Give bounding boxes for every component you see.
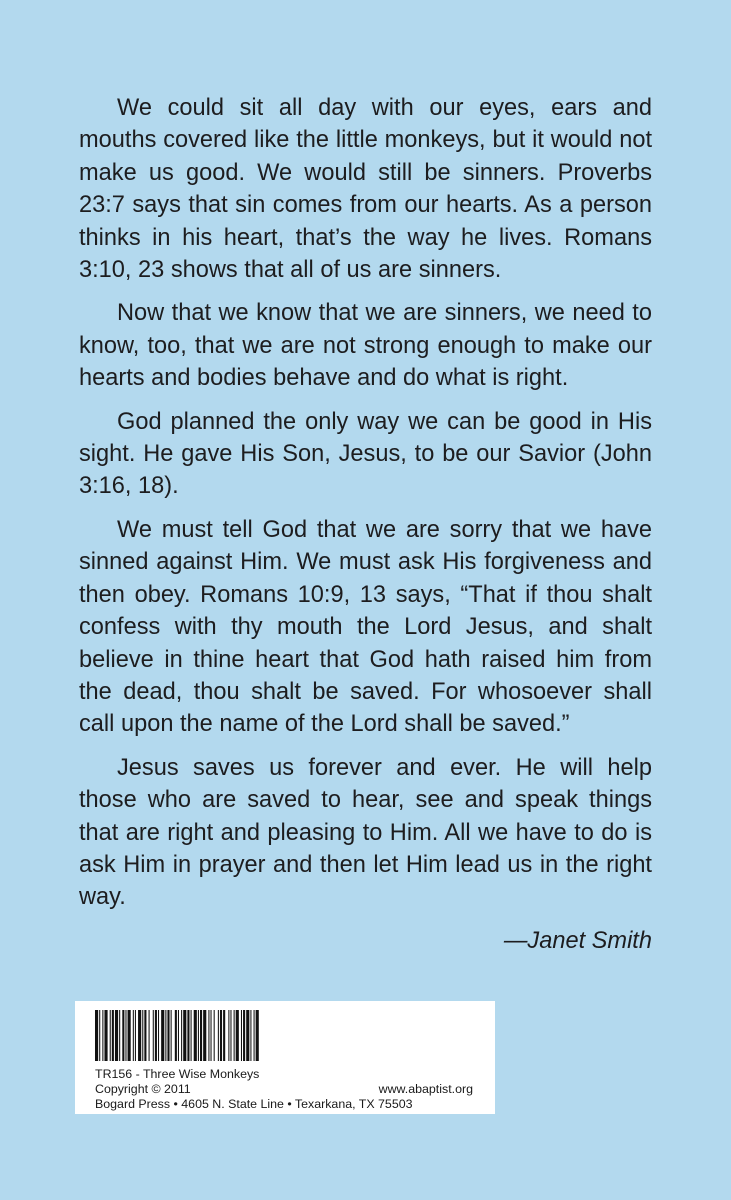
paragraph-1: We could sit all day with our eyes, ears and mouths covered like the little monkeys, but it would not make us good. We would still be sinners. Proverbs 23:7 says that sin comes from our hearts. As a person thinks in his heart, that’s the way he lives. Romans 3:10, 23 shows that all of us are sinners. (79, 95, 652, 284)
copyright-row (95, 1082, 473, 1097)
publisher-label (75, 1001, 495, 1114)
publisher-address: Bogard Press • 4605 N. State Line • Texarkana, TX 75503 (95, 1097, 413, 1111)
paragraph-2: Now that we know that we are sinners, we need to know, too, that we are not strong enough to make our hearts and bodies behave and do what is right. (79, 300, 652, 392)
product-title: TR156 - Three Wise Monkeys (95, 1067, 260, 1081)
copyright-text: Copyright © 2011 (95, 1082, 191, 1096)
article-body (79, 92, 652, 957)
website-link[interactable]: www.abaptist.org (378, 1082, 473, 1096)
paragraph-4: We must tell God that we are sorry that we have sinned against Him. We must ask His forgiveness and then obey. Romans 10:9, 13 says, “That if thou shalt confess with thy mouth the Lord Jesus, and shalt believe in thine heart that God hath raised him from the dead, thou shalt be saved. For whosoever shall call upon the name of the Lord shall be saved.” (79, 516, 652, 738)
author-signature: —Janet Smith (503, 927, 652, 954)
paragraph-5: Jesus saves us forever and ever. He will help those who are saved to hear, see and speak things that are right and pleasing to Him. All we have to do is ask Him in prayer and then let Him lead us in the right way. (79, 754, 652, 911)
barcode-icon (95, 1010, 382, 1061)
paragraph-3: God planned the only way we can be good in His sight. He gave His Son, Jesus, to be our Savior (John 3:16, 18). (79, 408, 652, 500)
